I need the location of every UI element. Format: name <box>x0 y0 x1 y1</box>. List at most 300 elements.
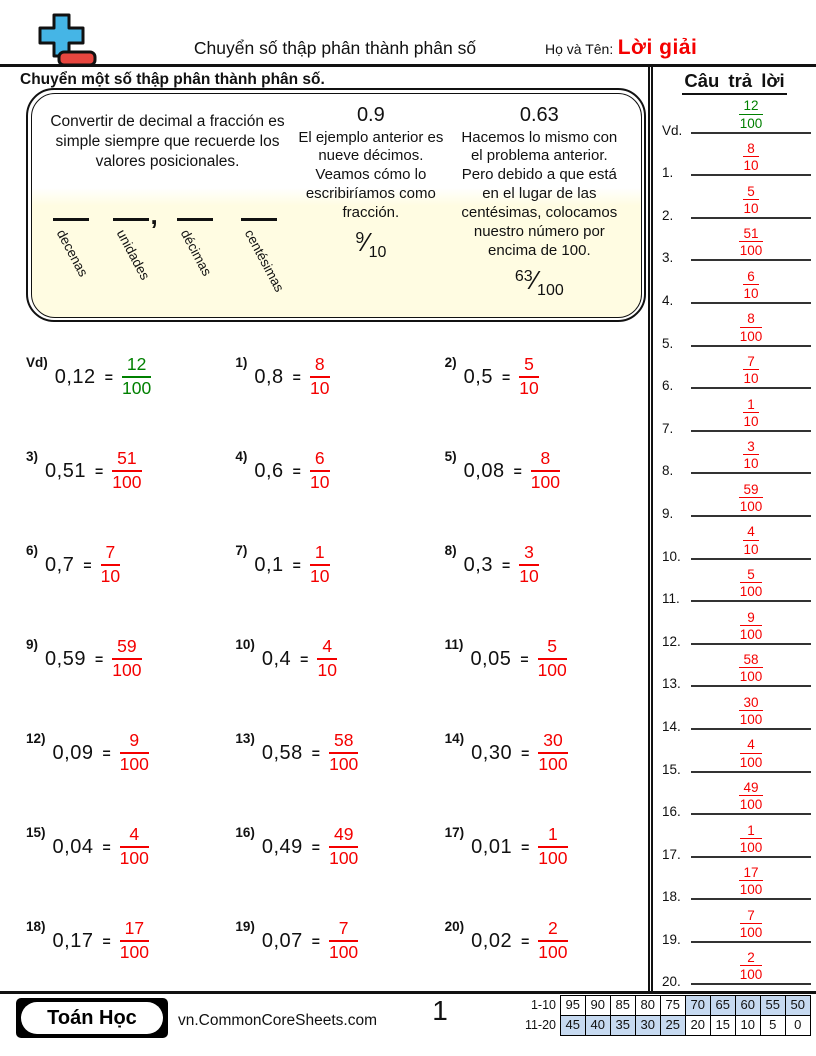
problem-number: 17) <box>444 824 465 840</box>
problem-number: 6) <box>26 542 39 558</box>
answer-row <box>653 141 816 184</box>
answer-fraction-wrap <box>691 567 811 601</box>
fraction-denominator: 100 <box>537 660 567 680</box>
answer-row <box>653 183 816 226</box>
fraction-numerator: 4 <box>740 737 763 753</box>
answer-fraction <box>739 226 762 258</box>
problem-number: 16) <box>235 824 255 840</box>
answer-fraction <box>740 567 763 599</box>
problem-fraction <box>329 825 358 868</box>
answer-fraction-wrap <box>691 524 811 558</box>
place-unidades <box>113 218 153 283</box>
answer-number: 15. <box>662 761 681 777</box>
fraction-numerator: 9 <box>120 731 149 754</box>
answer-row <box>653 268 816 311</box>
equals-sign: = <box>102 839 111 855</box>
problem-number: 9) <box>26 636 39 652</box>
problem-number: 12) <box>26 730 46 746</box>
answer-row <box>653 652 816 695</box>
problem-decimal: 0,8 <box>254 365 284 388</box>
fraction-numerator: 7 <box>740 908 763 924</box>
example-box-inner <box>31 93 642 318</box>
fraction-numerator: 4 <box>317 637 337 660</box>
example-2-fraction <box>514 264 564 299</box>
answer-row <box>653 396 816 439</box>
score-cell: 5 <box>760 1015 787 1036</box>
score-cell: 95 <box>560 995 587 1016</box>
fraction-numerator: 8 <box>740 311 763 327</box>
page-number: 1 <box>432 995 448 1026</box>
problem-item <box>20 706 229 800</box>
problem-decimal: 0,12 <box>54 365 96 388</box>
equals-sign: = <box>501 557 511 573</box>
answer-row <box>653 439 816 482</box>
answer-number: 17. <box>662 846 681 862</box>
answer-fraction-wrap <box>691 908 811 942</box>
answer-fraction <box>739 865 762 897</box>
fraction-denominator: 100 <box>119 754 149 774</box>
equals-sign: = <box>102 745 111 761</box>
problem-fraction <box>538 919 567 962</box>
problem-decimal: 0,04 <box>52 835 94 858</box>
equals-sign: = <box>83 557 92 573</box>
fraction-numerator: 5 <box>740 567 763 583</box>
score-cell: 70 <box>685 995 712 1016</box>
example-2-text: Hacemos lo mismo con el problema anterior. Pero debido a que está en el lugar de las centésimas, colocamos nuestro número por encima de 100. <box>461 128 618 259</box>
name-value: Lời giải <box>617 36 698 59</box>
problem-number: 8) <box>444 542 457 558</box>
place-label: centésimas <box>241 226 287 295</box>
problem-decimal: 0,4 <box>261 647 292 670</box>
fraction-denominator: 100 <box>739 243 763 259</box>
answer-fraction <box>740 737 763 769</box>
problem-fraction <box>310 449 330 492</box>
score-cell: 45 <box>560 1015 587 1036</box>
problem-item <box>229 706 438 800</box>
answer-fraction <box>740 823 763 855</box>
problem-fraction <box>112 637 141 680</box>
place-blank-line <box>53 218 89 221</box>
answer-fraction-wrap <box>691 269 811 303</box>
fraction-denominator: 10 <box>309 472 330 492</box>
problem-number: 13) <box>235 730 255 746</box>
answer-fraction-wrap <box>691 354 811 388</box>
answer-number: 3. <box>662 250 674 266</box>
fraction-denominator: 100 <box>739 584 763 600</box>
answer-number: 14. <box>662 718 681 734</box>
answers-list <box>653 98 816 992</box>
problem-item <box>439 800 648 894</box>
fraction-denominator: 100 <box>119 942 149 962</box>
answer-number: 5. <box>662 335 674 351</box>
answer-row <box>653 98 816 141</box>
problem-decimal: 0,17 <box>52 929 94 952</box>
fraction-numerator: 1 <box>740 823 763 839</box>
place-label: decenas <box>53 226 91 280</box>
place-label: décimas <box>177 226 215 279</box>
problem-decimal: 0,09 <box>52 741 94 764</box>
site-url: vn.CommonCoreSheets.com <box>178 1012 377 1029</box>
score-cell: 50 <box>785 995 812 1016</box>
footer-divider <box>0 991 816 994</box>
answer-fraction-wrap <box>691 737 811 771</box>
answer-number: Vd. <box>662 122 683 138</box>
answer-fraction <box>743 524 759 556</box>
problem-number: 2) <box>444 354 457 370</box>
fraction-numerator: 4 <box>120 825 149 848</box>
section-title: Chuyển một số thập phân thành phân số. <box>20 71 325 88</box>
answer-fraction-wrap <box>691 652 811 686</box>
problem-number: Vd) <box>26 354 48 370</box>
fraction-denominator: 10 <box>519 378 539 398</box>
score-range-label: 11-20 <box>524 1017 556 1032</box>
equals-sign: = <box>292 463 301 479</box>
answer-fraction <box>739 482 762 514</box>
score-cell: 60 <box>735 995 762 1016</box>
problem-decimal: 0,7 <box>45 553 75 576</box>
brand-label: Toán Học <box>21 1002 163 1034</box>
fraction-denominator: 10 <box>743 413 759 429</box>
problem-fraction <box>519 543 539 586</box>
score-cell: 0 <box>785 1015 812 1036</box>
fraction-numerator: 30 <box>538 731 567 754</box>
answer-row <box>653 609 816 652</box>
example-1-text: El ejemplo anterior es nueve décimos. Veamos cómo lo escribiríamos como fracción. <box>298 128 444 222</box>
answer-number: 2. <box>662 207 674 223</box>
problem-item <box>439 330 648 424</box>
fraction-denominator: 10 <box>743 456 759 472</box>
fraction-denominator: 100 <box>739 839 763 855</box>
example-2-column <box>452 104 626 311</box>
answer-fraction-wrap <box>691 311 811 345</box>
answer-fraction-wrap <box>691 780 811 814</box>
fraction-numerator: 59 <box>739 482 762 498</box>
answer-fraction <box>739 695 762 727</box>
example-2-heading: 0.63 <box>519 103 559 126</box>
fraction-numerator: 5 <box>538 637 567 660</box>
score-cell: 65 <box>710 995 737 1016</box>
fraction-denominator: 100 <box>739 797 763 813</box>
answer-number: 19. <box>662 931 681 947</box>
fraction-numerator: 6 <box>310 449 330 472</box>
fraction-numerator: 58 <box>739 652 762 668</box>
answer-row <box>653 780 816 823</box>
fraction-numerator: 1 <box>743 397 759 413</box>
equals-sign: = <box>311 839 320 855</box>
answer-row <box>653 865 816 908</box>
problem-fraction <box>310 355 330 398</box>
fraction-denominator: 100 <box>538 754 568 774</box>
problem-decimal: 0,30 <box>471 741 513 764</box>
problem-fraction <box>120 919 149 962</box>
fraction-denominator: 100 <box>112 660 142 680</box>
score-cell: 30 <box>635 1015 662 1036</box>
score-cell: 85 <box>610 995 637 1016</box>
answer-fraction-wrap <box>691 695 811 729</box>
fraction-numerator: 49 <box>329 825 358 848</box>
name-area <box>545 36 697 60</box>
answers-sidebar <box>648 66 816 994</box>
answer-row <box>653 694 816 737</box>
problem-item <box>229 800 438 894</box>
fraction-denominator: 100 <box>739 711 763 727</box>
problem-fraction <box>538 825 567 868</box>
problem-fraction <box>101 543 121 586</box>
fraction-numerator: 3 <box>743 439 759 455</box>
answer-fraction <box>739 780 762 812</box>
place-blank-line <box>177 218 213 221</box>
problem-fraction <box>120 731 149 774</box>
score-range-label: 1-10 <box>530 998 556 1012</box>
problem-item <box>20 612 229 706</box>
problem-item <box>229 330 438 424</box>
fraction-numerator: 4 <box>743 524 759 540</box>
answer-fraction <box>740 311 763 343</box>
fraction-numerator: 9 <box>740 610 763 626</box>
problem-decimal: 0,08 <box>463 459 505 482</box>
equals-sign: = <box>104 369 113 385</box>
problem-fraction <box>317 637 337 680</box>
score-cell: 10 <box>735 1015 762 1036</box>
problem-decimal: 0,6 <box>254 459 284 482</box>
equals-sign: = <box>102 933 111 949</box>
fraction-numerator: 30 <box>739 695 762 711</box>
fraction-denominator: 100 <box>537 281 564 299</box>
answer-number: 8. <box>662 463 674 479</box>
problem-item <box>439 612 648 706</box>
problem-decimal: 0,49 <box>261 835 303 858</box>
fraction-denominator: 10 <box>100 566 121 586</box>
fraction-denominator: 100 <box>739 626 763 642</box>
fraction-numerator: 9 <box>355 229 365 247</box>
fraction-numerator: 17 <box>739 865 762 881</box>
answer-fraction-wrap <box>691 482 811 516</box>
fraction-denominator: 100 <box>739 967 763 983</box>
problems-grid <box>20 330 648 988</box>
decimal-comma: , <box>150 199 158 230</box>
score-cell: 55 <box>760 995 787 1016</box>
fraction-denominator: 10 <box>309 566 330 586</box>
problem-decimal: 0,07 <box>261 929 303 952</box>
fraction-denominator: 100 <box>538 848 568 868</box>
fraction-numerator: 17 <box>120 919 149 942</box>
fraction-denominator: 100 <box>122 378 152 398</box>
problem-number: 19) <box>235 918 255 934</box>
problem-number: 10) <box>235 636 255 652</box>
problem-item <box>439 894 648 988</box>
equals-sign: = <box>300 651 309 667</box>
answer-row <box>653 481 816 524</box>
equals-sign: = <box>521 839 530 855</box>
answer-row <box>653 950 816 993</box>
problem-decimal: 0,3 <box>463 553 493 576</box>
answer-fraction-wrap <box>691 397 811 431</box>
problem-fraction <box>310 543 330 586</box>
answer-row <box>653 567 816 610</box>
problem-item <box>20 894 229 988</box>
answer-row <box>653 822 816 865</box>
page-title: Chuyển số thập phân thành phân số <box>193 38 477 58</box>
score-cell: 35 <box>610 1015 637 1036</box>
example-1-fraction <box>355 226 387 261</box>
answer-fraction <box>740 950 763 982</box>
score-cell: 80 <box>635 995 662 1016</box>
answer-fraction-wrap <box>691 823 811 857</box>
fraction-denominator: 100 <box>328 942 359 962</box>
answer-row <box>653 354 816 397</box>
answer-fraction-wrap <box>691 610 811 644</box>
fraction-denominator: 100 <box>530 472 560 492</box>
fraction-numerator: 2 <box>538 919 567 942</box>
answer-number: 7. <box>662 420 674 436</box>
problem-decimal: 0,1 <box>254 553 284 576</box>
answer-number: 12. <box>662 633 681 649</box>
equals-sign: = <box>521 745 530 761</box>
answer-fraction-wrap <box>691 184 811 218</box>
score-cell: 20 <box>685 1015 712 1036</box>
fraction-denominator: 100 <box>739 328 763 344</box>
problem-number: 5) <box>444 448 457 464</box>
fraction-denominator: 100 <box>538 942 568 962</box>
fraction-numerator: 8 <box>743 141 759 157</box>
fraction-numerator: 2 <box>740 950 763 966</box>
problem-fraction <box>531 449 560 492</box>
place-decenas <box>53 218 91 280</box>
problem-fraction <box>538 731 567 774</box>
fraction-denominator: 10 <box>743 541 759 557</box>
equals-sign: = <box>94 463 104 479</box>
fraction-numerator: 5 <box>519 355 539 378</box>
fraction-numerator: 51 <box>112 449 141 472</box>
problem-item <box>229 424 438 518</box>
answer-fraction <box>743 439 759 471</box>
problem-decimal: 0,02 <box>471 929 513 952</box>
score-cell: 15 <box>710 1015 737 1036</box>
fraction-denominator: 100 <box>119 848 149 868</box>
problem-item <box>439 424 648 518</box>
brand-badge <box>16 998 168 1038</box>
problem-number: 15) <box>26 824 46 840</box>
fraction-numerator: 5 <box>743 184 759 200</box>
problem-decimal: 0,58 <box>261 741 303 764</box>
answer-row <box>653 311 816 354</box>
answer-fraction-wrap <box>691 950 811 984</box>
fraction-slash: ⁄ <box>364 226 369 257</box>
equals-sign: = <box>520 651 529 667</box>
answer-number: 20. <box>662 974 681 990</box>
answer-row <box>653 226 816 269</box>
problem-decimal: 0,05 <box>470 647 512 670</box>
fraction-denominator: 100 <box>329 848 359 868</box>
equals-sign: = <box>513 463 522 479</box>
problem-number: 14) <box>444 730 465 746</box>
fraction-denominator: 100 <box>739 754 763 770</box>
problem-number: 11) <box>444 636 464 652</box>
equals-sign: = <box>292 369 301 385</box>
answer-number: 6. <box>662 378 674 394</box>
problem-item <box>229 518 438 612</box>
fraction-denominator: 100 <box>329 754 359 774</box>
answer-number: 9. <box>662 505 674 521</box>
fraction-denominator: 100 <box>112 472 142 492</box>
answer-row <box>653 737 816 780</box>
problem-number: 20) <box>444 918 465 934</box>
problem-fraction <box>329 919 358 962</box>
problem-number: 18) <box>26 918 46 934</box>
example-intro-text: Convertir de decimal a fracción es simple siempre que recuerde los valores posicionales. <box>50 112 285 170</box>
fraction-denominator: 10 <box>368 243 387 261</box>
place-centesimas <box>241 218 287 295</box>
fraction-denominator: 100 <box>739 115 763 131</box>
fraction-numerator: 3 <box>519 543 539 566</box>
fraction-numerator: 7 <box>329 919 358 942</box>
fraction-numerator: 1 <box>538 825 567 848</box>
answer-fraction <box>743 397 759 429</box>
answers-header-label: Câu trả lời <box>682 70 786 95</box>
answer-row <box>653 524 816 567</box>
fraction-numerator: 1 <box>310 543 330 566</box>
score-cell: 25 <box>660 1015 687 1036</box>
problem-decimal: 0,51 <box>45 459 86 482</box>
answer-number: 1. <box>662 165 674 181</box>
fraction-numerator: 63 <box>514 267 533 285</box>
score-table <box>515 995 811 1036</box>
answer-number: 11. <box>662 591 680 607</box>
fraction-denominator: 10 <box>743 200 759 216</box>
problem-item <box>20 424 229 518</box>
problem-item <box>229 894 438 988</box>
place-decimas <box>177 218 215 279</box>
problem-item <box>439 518 648 612</box>
answer-number: 13. <box>662 676 681 692</box>
answer-row <box>653 907 816 950</box>
fraction-denominator: 100 <box>739 669 763 685</box>
problem-item <box>229 612 438 706</box>
fraction-denominator: 100 <box>739 924 763 940</box>
answer-fraction <box>739 98 762 130</box>
answer-fraction-wrap <box>691 226 811 260</box>
problem-fraction <box>112 449 141 492</box>
answer-fraction <box>740 610 763 642</box>
problem-number: 7) <box>235 542 248 558</box>
answers-header <box>653 70 816 95</box>
answer-fraction-wrap <box>691 141 811 175</box>
fraction-numerator: 8 <box>310 355 330 378</box>
fraction-numerator: 6 <box>743 269 759 285</box>
answer-fraction <box>743 141 759 173</box>
problem-decimal: 0,01 <box>471 835 513 858</box>
fraction-denominator: 10 <box>519 566 539 586</box>
equals-sign: = <box>292 557 301 573</box>
problem-number: 4) <box>235 448 248 464</box>
fraction-denominator: 10 <box>743 285 759 301</box>
fraction-denominator: 100 <box>739 882 763 898</box>
fraction-numerator: 58 <box>329 731 358 754</box>
equals-sign: = <box>94 651 104 667</box>
answer-fraction <box>739 652 762 684</box>
place-value-diagram <box>53 199 287 338</box>
problem-number: 1) <box>235 354 248 370</box>
example-box <box>26 88 646 322</box>
example-1-column <box>290 104 453 311</box>
answer-number: 16. <box>662 804 681 820</box>
problem-fraction <box>519 355 539 398</box>
place-label: unidades <box>113 226 153 283</box>
problem-decimal: 0,5 <box>463 365 493 388</box>
answer-fraction-wrap <box>691 865 811 899</box>
score-cell: 40 <box>585 1015 612 1036</box>
problem-item <box>20 518 229 612</box>
